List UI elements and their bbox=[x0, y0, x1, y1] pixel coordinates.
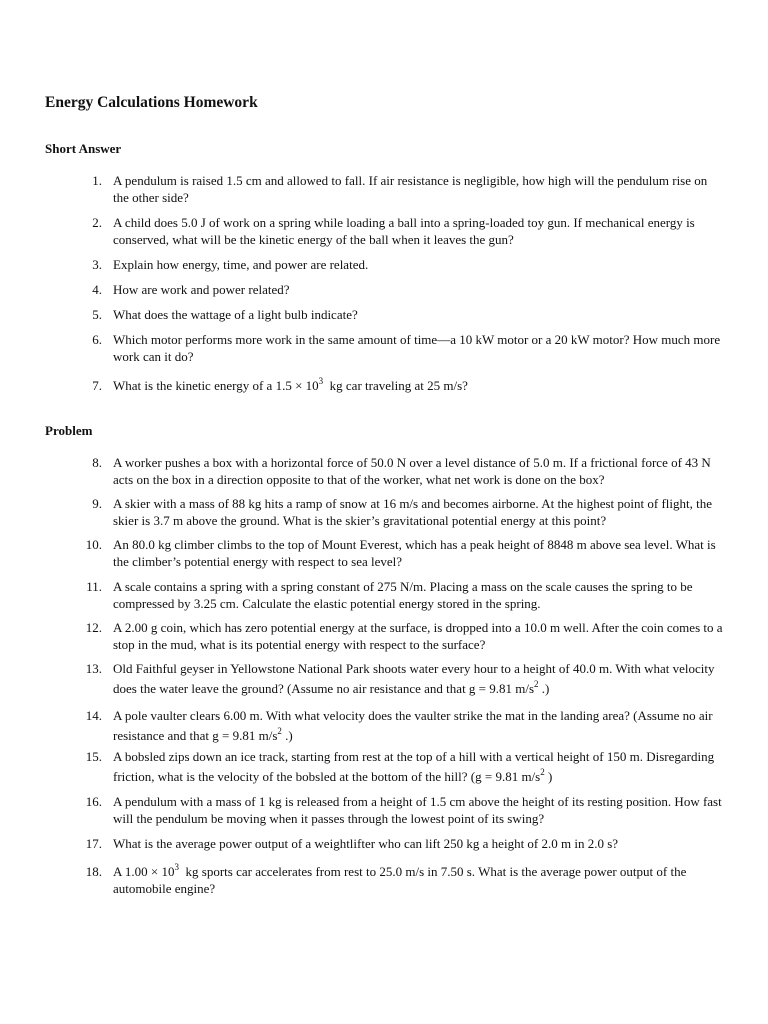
superscript: 2 bbox=[540, 766, 545, 777]
question-text bbox=[113, 375, 723, 395]
superscript: 2 bbox=[277, 725, 282, 736]
question-text: A scale contains a spring with a spring constant of 275 N/m. Placing a mass on the scale causes the spring to be compressed by 3.25 cm. Calculate the elastic potential energy stored in the spring. bbox=[113, 579, 693, 611]
question-item bbox=[0, 537, 768, 579]
question-item bbox=[0, 747, 768, 794]
question-text-part: A 1.00 × 10 bbox=[113, 864, 175, 879]
question-item bbox=[0, 257, 768, 282]
question-text: How are work and power related? bbox=[113, 282, 290, 297]
superscript: 3 bbox=[174, 861, 180, 872]
section-heading-short-answer: Short Answer bbox=[45, 141, 122, 156]
question-text: Explain how energy, time, and power are related. bbox=[113, 257, 369, 272]
question-text bbox=[113, 747, 723, 787]
question-text-part: What is the kinetic energy of a 1.5 × 10 bbox=[113, 378, 319, 393]
question-text-part: A bobsled zips down an ice track, starting from rest at the top of a hill with a vertical height of 150 m. Disregarding friction, what is the velocity of the bobsled at the bottom of the hill? (g = 9.81 m/s bbox=[113, 749, 715, 784]
question-item bbox=[0, 376, 768, 402]
section-heading-problem: Problem bbox=[45, 423, 93, 438]
question-number: 3. bbox=[92, 257, 102, 272]
question-number: 12. bbox=[85, 620, 102, 635]
question-item bbox=[0, 706, 768, 747]
question-text: Which motor performs more work in the same amount of time—a 10 kW motor or a 20 kW motor? How much more work can it do? bbox=[113, 332, 721, 364]
question-item bbox=[0, 794, 768, 836]
question-number: 1. bbox=[92, 173, 102, 188]
question-item bbox=[0, 455, 768, 496]
page-title: Energy Calculations Homework bbox=[45, 94, 258, 111]
question-item bbox=[0, 215, 768, 257]
question-number: 13. bbox=[85, 661, 102, 676]
question-item bbox=[0, 496, 768, 537]
question-item bbox=[0, 836, 768, 862]
question-number: 4. bbox=[92, 282, 102, 297]
superscript: 2 bbox=[534, 678, 539, 689]
question-text: A pendulum with a mass of 1 kg is released from a height of 1.5 cm above the height of its resting position. How fast will the pendulum be moving when it passes through the lowest point of its swing? bbox=[113, 794, 722, 826]
question-number: 10. bbox=[85, 537, 102, 552]
question-number: 8. bbox=[92, 455, 102, 470]
problem-list bbox=[0, 455, 768, 906]
question-text: A child does 5.0 J of work on a spring while loading a ball into a spring-loaded toy gun. If mechanical energy is conserved, what will be the kinetic energy of the ball when it leaves the gun? bbox=[113, 215, 695, 247]
question-number: 2. bbox=[92, 215, 102, 230]
question-text: A worker pushes a box with a horizontal force of 50.0 N over a level distance of 5.0 m. If a frictional force of 43 N acts on the box in a direction opposite to that of the worker, what net work is done on the box? bbox=[113, 455, 711, 487]
question-text-part: .) bbox=[281, 728, 293, 743]
short-answer-list bbox=[0, 173, 768, 402]
question-number: 9. bbox=[92, 496, 102, 511]
question-number: 6. bbox=[92, 332, 102, 347]
question-text-part: kg sports car accelerates from rest to 25.0 m/s in 7.50 s. What is the average power output of the automobile engine? bbox=[113, 864, 690, 896]
question-text bbox=[113, 706, 723, 746]
question-item bbox=[0, 173, 768, 215]
question-number: 15. bbox=[85, 749, 102, 764]
question-number: 14. bbox=[85, 708, 102, 723]
question-text bbox=[113, 861, 723, 897]
question-text: A pendulum is raised 1.5 cm and allowed to fall. If air resistance is negligible, how high will the pendulum rise on the other side? bbox=[113, 173, 708, 205]
question-text-part: .) bbox=[538, 681, 550, 696]
question-item bbox=[0, 282, 768, 307]
question-item bbox=[0, 659, 768, 706]
superscript: 3 bbox=[318, 375, 324, 386]
question-item bbox=[0, 862, 768, 906]
question-text-part: ) bbox=[544, 769, 553, 784]
question-text: A skier with a mass of 88 kg hits a ramp of snow at 16 m/s and becomes airborne. At the highest point of flight, the skier is 3.7 m above the ground. What is the skier’s gravitational potential energy at this point? bbox=[113, 496, 712, 528]
question-text-part: A pole vaulter clears 6.00 m. With what velocity does the vaulter strike the mat in the landing area? (Assume no air resistance and that g = 9.81 m/s bbox=[113, 708, 713, 743]
question-text: An 80.0 kg climber climbs to the top of Mount Everest, which has a peak height of 8848 m above sea level. What is the climber’s potential energy with respect to sea level? bbox=[113, 537, 716, 569]
question-number: 18. bbox=[85, 864, 102, 879]
question-text: A 2.00 g coin, which has zero potential energy at the surface, is dropped into a 10.0 m well. After the coin comes to a stop in the mud, what is its potential energy with respect to the surface? bbox=[113, 620, 723, 652]
question-number: 17. bbox=[85, 836, 102, 851]
question-item bbox=[0, 307, 768, 332]
question-number: 5. bbox=[92, 307, 102, 322]
question-item bbox=[0, 332, 768, 376]
question-text: What does the wattage of a light bulb indicate? bbox=[113, 307, 358, 322]
question-number: 16. bbox=[85, 794, 102, 809]
question-number: 11. bbox=[86, 579, 102, 594]
question-text: What is the average power output of a weightlifter who can lift 250 kg a height of 2.0 m in 2.0 s? bbox=[113, 836, 619, 851]
question-text-part: kg car traveling at 25 m/s? bbox=[323, 378, 468, 393]
question-number: 7. bbox=[92, 378, 102, 393]
question-item bbox=[0, 579, 768, 620]
question-item bbox=[0, 620, 768, 661]
question-text-part: Old Faithful geyser in Yellowstone National Park shoots water every hour to a height of 40.0 m. With what velocity does the water leave the ground? (Assume no air resistance and that g = 9.81 m/s bbox=[113, 661, 715, 696]
question-text bbox=[113, 659, 723, 699]
